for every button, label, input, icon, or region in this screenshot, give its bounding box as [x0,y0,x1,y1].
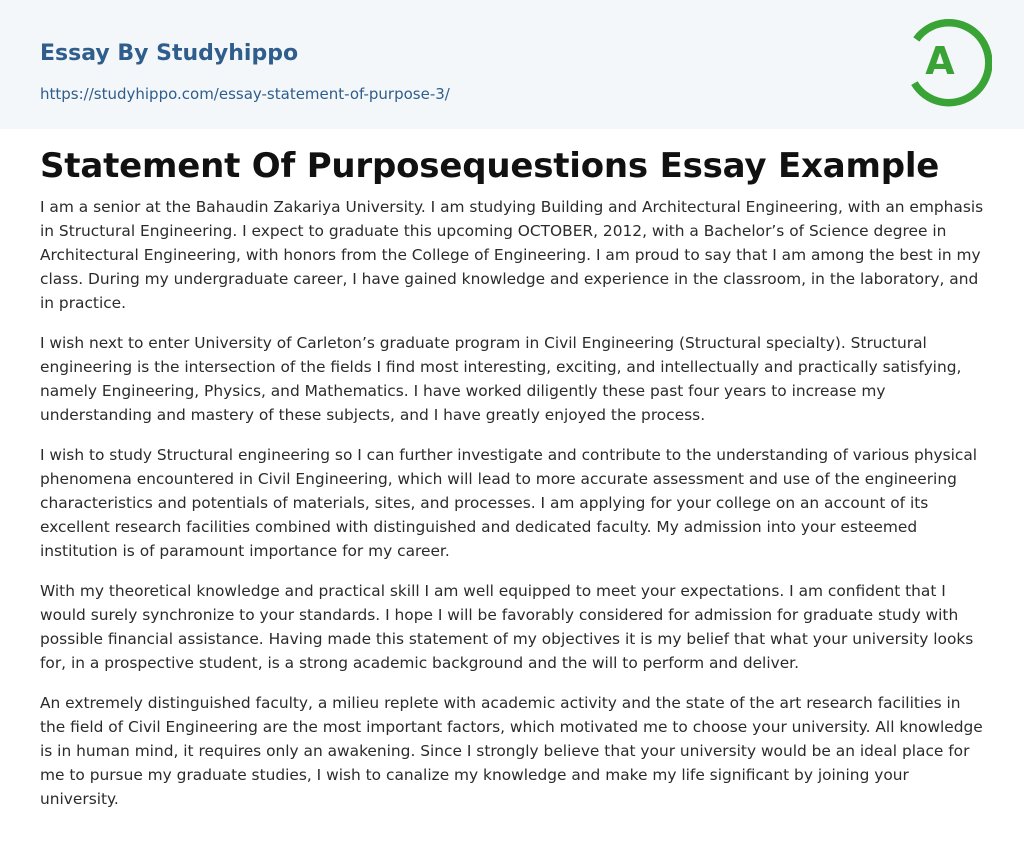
studyhippo-logo-icon[interactable] [904,16,992,108]
essay-paragraph-5: An extremely distinguished faculty, a milieu replete with academic activity and the state of the art research facilities in the field of Civil Engineering are the most important factors, which motivated me to choose your university. All knowledge is in human mind, it requires only an awakening. Since I strongly believe that your university would be an ideal place for me to pursue my graduate studies, I wish to canalize my knowledge and make my life significant by joining your university. [40,694,983,808]
site-header [0,0,1024,129]
page-url-link[interactable]: https://studyhippo.com/essay-statement-of-purpose-3/ [40,85,450,103]
site-title[interactable]: Essay By Studyhippo [40,41,299,66]
essay-title: Statement Of Purposequestions Essay Example [40,146,940,186]
essay-paragraph-3: I wish to study Structural engineering so I can further investigate and contribute to the understanding of various physical phenomena encountered in Civil Engineering, which will lead to more accurate assessment and use of the engineering characteristics and potentials of materials, sites, and processes. I am applying for your college on an account of its excellent research facilities combined with distinguished and dedicated faculty. My admission into your esteemed institution is of paramount importance for my career. [40,446,978,560]
essay-paragraph-1: I am a senior at the Bahaudin Zakariya University. I am studying Building and Architectural Engineering, with an emphasis in Structural Engineering. I expect to graduate this upcoming OCTOBER, 2012, with a Bachelor’s of Science degree in Architectural Engineering, with honors from the College of Engineering. I am proud to say that I am among the best in my class. During my undergraduate career, I have gained knowledge and experience in the classroom, in the laboratory, and in practice. [40,198,984,312]
logo-letter: A [925,39,955,83]
essay-body [40,195,988,827]
essay-paragraph-2: I wish next to enter University of Carleton’s graduate program in Civil Engineering (Structural specialty). Structural engineering is the intersection of the fields I find most interesting, exciting, and intellectually and practically satisfying, namely Engineering, Physics, and Mathematics. I have worked diligently these past four years to increase my understanding and mastery of these subjects, and I have greatly enjoyed the process. [40,334,962,424]
essay-paragraph-4: With my theoretical knowledge and practical skill I am well equipped to meet your expectations. I am confident that I would surely synchronize to your standards. I hope I will be favorably considered for admission for graduate study with possible financial assistance. Having made this statement of my objectives it is my belief that what your university looks for, in a prospective student, is a strong academic background and the will to perform and deliver. [40,582,974,672]
